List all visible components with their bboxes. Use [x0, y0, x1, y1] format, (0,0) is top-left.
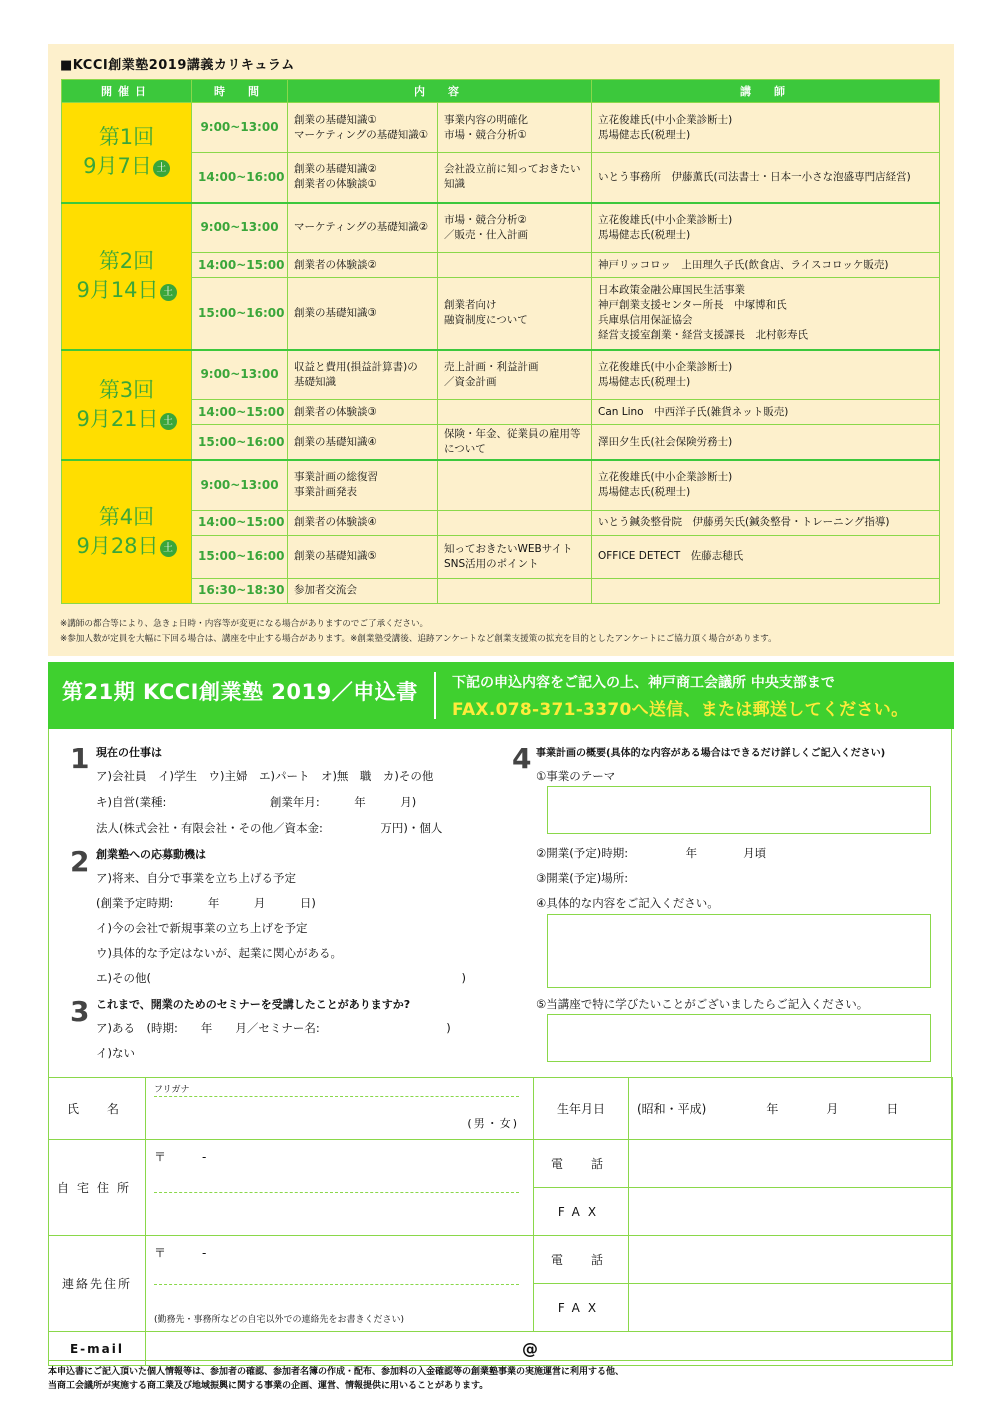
- session-lecturer: [592, 153, 940, 203]
- session-lecturer-line: 馬場健志氏(税理士): [598, 375, 691, 388]
- session-content-line: 知っておきたいWEBサイト: [444, 542, 573, 555]
- session-time: 15:00~16:00: [192, 278, 288, 350]
- address-line[interactable]: [154, 1192, 519, 1193]
- session-lecturer-line: 馬場健志氏(税理士): [598, 128, 691, 141]
- curriculum-row: [62, 278, 940, 350]
- session-content-line: 売上計画・利益計画: [444, 360, 539, 373]
- at-sign: @: [522, 1339, 538, 1358]
- session-number: 第3回: [98, 377, 155, 402]
- session-lecturer-line: Can Lino 中西洋子氏(雑貨ネット販売): [598, 405, 789, 418]
- question-number: 1: [70, 742, 90, 775]
- session-topic: [288, 535, 438, 578]
- session-topic: [288, 278, 438, 350]
- question-3-title: これまで、開業のためのセミナーを受講したことがありますか?: [96, 998, 411, 1011]
- session-time: 14:00~15:00: [192, 253, 288, 278]
- session-topic-line: 創業の基礎知識④: [294, 435, 377, 448]
- applicant-info-table: [48, 1077, 953, 1366]
- curriculum-header-row: [62, 80, 940, 103]
- curriculum-row: [62, 510, 940, 535]
- session-topic: [288, 400, 438, 425]
- session-time: 9:00~13:00: [192, 103, 288, 153]
- session-number: 第1回: [98, 125, 155, 150]
- session-time: 9:00~13:00: [192, 203, 288, 253]
- session-time: 9:00~13:00: [192, 350, 288, 400]
- business-theme-field[interactable]: [547, 786, 931, 834]
- email-label: E-mail: [49, 1332, 146, 1366]
- home-address-field[interactable]: [146, 1140, 534, 1236]
- session-topic-line: 創業の基礎知識③: [294, 306, 377, 319]
- session-topic-line: 創業者の体験談①: [294, 178, 377, 191]
- curriculum-row: [62, 253, 940, 278]
- question-number: 3: [70, 995, 90, 1028]
- curriculum-row: [62, 460, 940, 510]
- application-header-band: [48, 662, 954, 729]
- curriculum-row: [62, 103, 940, 153]
- session-lecturer-line: 神戸創業支援センター所長 中塚博和氏: [598, 299, 787, 312]
- session-topic: [288, 203, 438, 253]
- note-line: ※講師の都合等により、急きょ日時・内容等が変更になる場合がありますのでご了承ください。: [60, 619, 429, 629]
- business-detail-field[interactable]: [547, 914, 931, 988]
- home-fax-field[interactable]: [629, 1188, 953, 1236]
- session-content: [438, 510, 592, 535]
- session-topic-line: マーケティングの基礎知識①: [294, 128, 429, 141]
- postal-mark: 〒 -: [154, 1150, 207, 1164]
- question-1-corporation[interactable]: 法人(株式会社・有限会社・その他／資本金: 万円)・個人: [96, 821, 443, 835]
- session-topic: [288, 578, 438, 603]
- header-time: 時 間: [192, 80, 288, 103]
- question-4-detail-label: ④具体的な内容をご記入ください。: [536, 896, 719, 910]
- session-number: 第4回: [98, 504, 155, 529]
- birth-label: 生年月日: [534, 1078, 629, 1140]
- session-content-line: 事業内容の明確化: [444, 113, 528, 126]
- question-2-option[interactable]: イ)今の会社で新規事業の立ち上げを予定: [96, 921, 308, 935]
- session-lecturer: [592, 400, 940, 425]
- question-4-place[interactable]: ③開業(予定)場所:: [536, 871, 629, 885]
- curriculum-row: [62, 535, 940, 578]
- curriculum-row: [62, 578, 940, 603]
- question-4-theme-label: ①事業のテーマ: [536, 769, 616, 783]
- curriculum-table: [61, 79, 940, 604]
- curriculum-title: ■KCCI創業塾2019講義カリキュラム: [60, 58, 295, 73]
- home-fax-label: FAX: [534, 1188, 629, 1236]
- session-date-text: 9月21日: [76, 406, 159, 431]
- session-content: [438, 350, 592, 400]
- session-topic-line: 創業者の体験談③: [294, 405, 377, 418]
- furigana-line[interactable]: [154, 1096, 519, 1097]
- session-time: 14:00~16:00: [192, 153, 288, 203]
- session-topic-line: 基礎知識: [294, 375, 336, 388]
- question-2-option[interactable]: (創業予定時期: 年 月 日): [96, 896, 316, 910]
- session-content: [438, 400, 592, 425]
- session-content: [438, 425, 592, 461]
- question-5-label: ⑤当講座で特に学びたいことがございましたらご記入ください。: [536, 997, 869, 1011]
- question-1-options[interactable]: ア)会社員 イ)学生 ウ)主婦 エ)パート オ)無 職 カ)その他: [96, 769, 434, 783]
- session-lecturer: [592, 460, 940, 510]
- session-content: [438, 153, 592, 203]
- email-field[interactable]: [146, 1332, 953, 1366]
- session-topic: [288, 460, 438, 510]
- session-lecturer-line: 澤田夕生氏(社会保険労務士): [598, 435, 733, 448]
- session-date-cell: [62, 203, 192, 350]
- session-date: [62, 152, 191, 181]
- question-3-option[interactable]: イ)ない: [96, 1046, 135, 1060]
- contact-tel-label: 電 話: [534, 1236, 629, 1284]
- question-4-title: 事業計画の概要(具体的な内容がある場合はできるだけ詳しくご記入ください): [536, 748, 886, 759]
- saturday-badge: 土: [160, 284, 177, 301]
- session-time: 15:00~16:00: [192, 535, 288, 578]
- name-field[interactable]: [146, 1078, 534, 1140]
- session-lecturer-line: 兵庫県信用保証協会: [598, 314, 693, 327]
- session-content: [438, 203, 592, 253]
- question-2-option[interactable]: ウ)具体的な予定はないが、起業に関心がある。: [96, 946, 342, 960]
- session-topic: [288, 103, 438, 153]
- question-number: 2: [70, 845, 90, 878]
- question-4-period[interactable]: ②開業(予定)時期: 年 月頃: [536, 846, 767, 860]
- session-topic-line: 事業計画発表: [294, 486, 357, 499]
- contact-address-field[interactable]: [146, 1236, 534, 1332]
- privacy-notice: [48, 1365, 624, 1393]
- session-topic-line: 事業計画の総復習: [294, 471, 378, 484]
- session-lecturer-line: 立花俊雄氏(中小企業診断士): [598, 113, 733, 126]
- session-content-line: 保険・年金、従業員の雇用等について: [444, 428, 581, 455]
- session-date-text: 9月7日: [83, 154, 152, 179]
- session-lecturer-line: 立花俊雄氏(中小企業診断士): [598, 471, 733, 484]
- question-2-option[interactable]: エ)その他( ): [96, 971, 466, 985]
- session-number: 第2回: [98, 249, 155, 273]
- question-3-option[interactable]: ア)ある (時期: 年 月／セミナー名: ): [96, 1021, 451, 1035]
- session-content: [438, 460, 592, 510]
- saturday-badge: 土: [153, 160, 170, 177]
- furigana-label: フリガナ: [154, 1085, 190, 1095]
- session-content-line: 市場・競合分析②: [444, 213, 527, 226]
- session-topic-line: 創業の基礎知識①: [294, 113, 377, 126]
- contact-address-label: 連絡先住所: [49, 1236, 146, 1332]
- session-date: [62, 276, 191, 305]
- saturday-badge: 土: [160, 540, 177, 557]
- question-2-title: 創業塾への応募動機は: [96, 848, 206, 861]
- saturday-badge: 土: [160, 413, 177, 430]
- application-title: 第21期 KCCI創業塾 2019／申込書: [62, 680, 418, 704]
- divider: [434, 672, 436, 719]
- session-topic-line: マーケティングの基礎知識②: [294, 221, 429, 234]
- privacy-line: 当商工会議所が実施する商工業及び地域振興に関する事業の企画、運営、情報提供に用いることがあります。: [48, 1381, 489, 1391]
- session-content: [438, 278, 592, 350]
- application-instruction: 下記の申込内容をご記入の上、神戸商工会議所 中央支部まで: [452, 675, 835, 691]
- session-lecturer-line: OFFICE DETECT 佐藤志穂氏: [598, 550, 744, 562]
- name-label: 氏 名: [49, 1078, 146, 1140]
- privacy-line: 本申込書にご記入頂いた個人情報等は、参加者の確認、参加者名簿の作成・配布、参加料の入金確認等の創業塾事業の実施運営に利用する他、: [48, 1367, 625, 1377]
- postal-mark: 〒 -: [154, 1246, 207, 1260]
- session-date-text: 9月14日: [76, 278, 159, 302]
- contact-fax-label: FAX: [534, 1284, 629, 1332]
- session-topic-line: 収益と費用(損益計算書)の: [294, 360, 418, 373]
- session-topic: [288, 253, 438, 278]
- session-content-line: 融資制度について: [444, 314, 528, 327]
- header-date: 開催日: [62, 80, 192, 103]
- birth-field[interactable]: (昭和・平成) 年 月 日: [629, 1078, 953, 1140]
- session-lecturer-line: 馬場健志氏(税理士): [598, 228, 691, 241]
- session-lecturer: [592, 510, 940, 535]
- session-date-cell: [62, 350, 192, 461]
- curriculum-row: [62, 153, 940, 203]
- session-lecturer: [592, 278, 940, 350]
- session-lecturer-line: 日本政策金融公庫国民生活事業: [598, 284, 745, 297]
- header-lecturer: 講 師: [592, 80, 940, 103]
- contact-tel-field[interactable]: [629, 1236, 953, 1284]
- curriculum-row: [62, 203, 940, 253]
- session-content: [438, 578, 592, 603]
- session-content: [438, 253, 592, 278]
- question-1-title: 現在の仕事は: [96, 746, 162, 759]
- session-time: 16:30~18:30: [192, 578, 288, 603]
- session-lecturer: [592, 103, 940, 153]
- session-content-line: 会社設立前に知っておきたい知識: [444, 163, 581, 191]
- session-content-line: SNS活用のポイント: [444, 557, 539, 570]
- session-content: [438, 103, 592, 153]
- session-content-line: 市場・競合分析①: [444, 128, 527, 141]
- question-number: 4: [512, 742, 532, 775]
- session-date-text: 9月28日: [76, 533, 159, 558]
- curriculum-notes: [60, 617, 777, 647]
- question-2-option[interactable]: ア)将来、自分で事業を立ち上げる予定: [96, 871, 296, 885]
- contact-note: (勤務先・事務所などの自宅以外での連絡先をお書きください): [154, 1315, 405, 1325]
- session-time: 14:00~15:00: [192, 510, 288, 535]
- session-lecturer-line: 神戸リッコロッ 上田理久子氏(飲食店、ライスコロッケ販売): [598, 258, 889, 271]
- session-lecturer: [592, 425, 940, 461]
- question-1-self-employed[interactable]: キ)自営(業種: 創業年月: 年 月): [96, 795, 417, 809]
- home-tel-field[interactable]: [629, 1140, 953, 1188]
- session-topic: [288, 510, 438, 535]
- session-topic-line: 創業者の体験談②: [294, 258, 377, 271]
- session-content: [438, 535, 592, 578]
- session-time: 15:00~16:00: [192, 425, 288, 461]
- session-lecturer-line: 馬場健志氏(税理士): [598, 486, 691, 499]
- session-lecturer: [592, 535, 940, 578]
- session-lecturer: [592, 578, 940, 603]
- header-content: 内 容: [288, 80, 592, 103]
- session-lecturer-line: 経営支援室創業・経営支援課長 北村彰寿氏: [598, 329, 808, 342]
- session-topic-line: 参加者交流会: [294, 584, 357, 596]
- session-date-cell: [62, 460, 192, 603]
- session-lecturer-line: 立花俊雄氏(中小企業診断士): [598, 360, 733, 373]
- application-fax: FAX.078-371-3370へ送信、または郵送してください。: [452, 700, 909, 720]
- session-topic: [288, 350, 438, 400]
- session-lecturer-line: いとう鍼灸整骨院 伊藤勇矢氏(鍼灸整骨・トレーニング指導): [598, 516, 890, 528]
- session-date: [62, 532, 191, 561]
- session-lecturer-line: いとう事務所 伊藤薫氏(司法書士・日本一小さな泡盛専門店経営): [598, 170, 911, 183]
- session-time: 9:00~13:00: [192, 460, 288, 510]
- note-line: ※参加人数が定員を大幅に下回る場合は、講座を中止する場合があります。※創業塾受講後、追跡アンケートなど創業支援策の拡充を目的としたアンケートにご協力頂く場合があります。: [60, 634, 777, 644]
- curriculum-row: [62, 350, 940, 400]
- contact-fax-field[interactable]: [629, 1284, 953, 1332]
- session-topic-line: 創業の基礎知識⑤: [294, 550, 377, 562]
- session-date: [62, 405, 191, 434]
- session-date-cell: [62, 103, 192, 203]
- gender-option[interactable]: (男・女): [467, 1117, 519, 1130]
- session-topic-line: 創業の基礎知識②: [294, 163, 377, 176]
- session-topic-line: 創業者の体験談④: [294, 516, 377, 528]
- session-content-line: ／販売・仕入計画: [444, 228, 528, 241]
- session-lecturer: [592, 350, 940, 400]
- curriculum-row: [62, 400, 940, 425]
- home-address-label: 自宅住所: [49, 1140, 146, 1236]
- session-lecturer: [592, 203, 940, 253]
- learning-goals-field[interactable]: [547, 1014, 931, 1062]
- curriculum-row: [62, 425, 940, 461]
- session-lecturer-line: 立花俊雄氏(中小企業診断士): [598, 213, 733, 226]
- address-line[interactable]: [154, 1284, 519, 1285]
- session-content-line: ／資金計画: [444, 375, 497, 388]
- session-lecturer: [592, 253, 940, 278]
- session-topic: [288, 153, 438, 203]
- session-topic: [288, 425, 438, 461]
- home-tel-label: 電 話: [534, 1140, 629, 1188]
- session-time: 14:00~15:00: [192, 400, 288, 425]
- session-content-line: 創業者向け: [444, 299, 497, 312]
